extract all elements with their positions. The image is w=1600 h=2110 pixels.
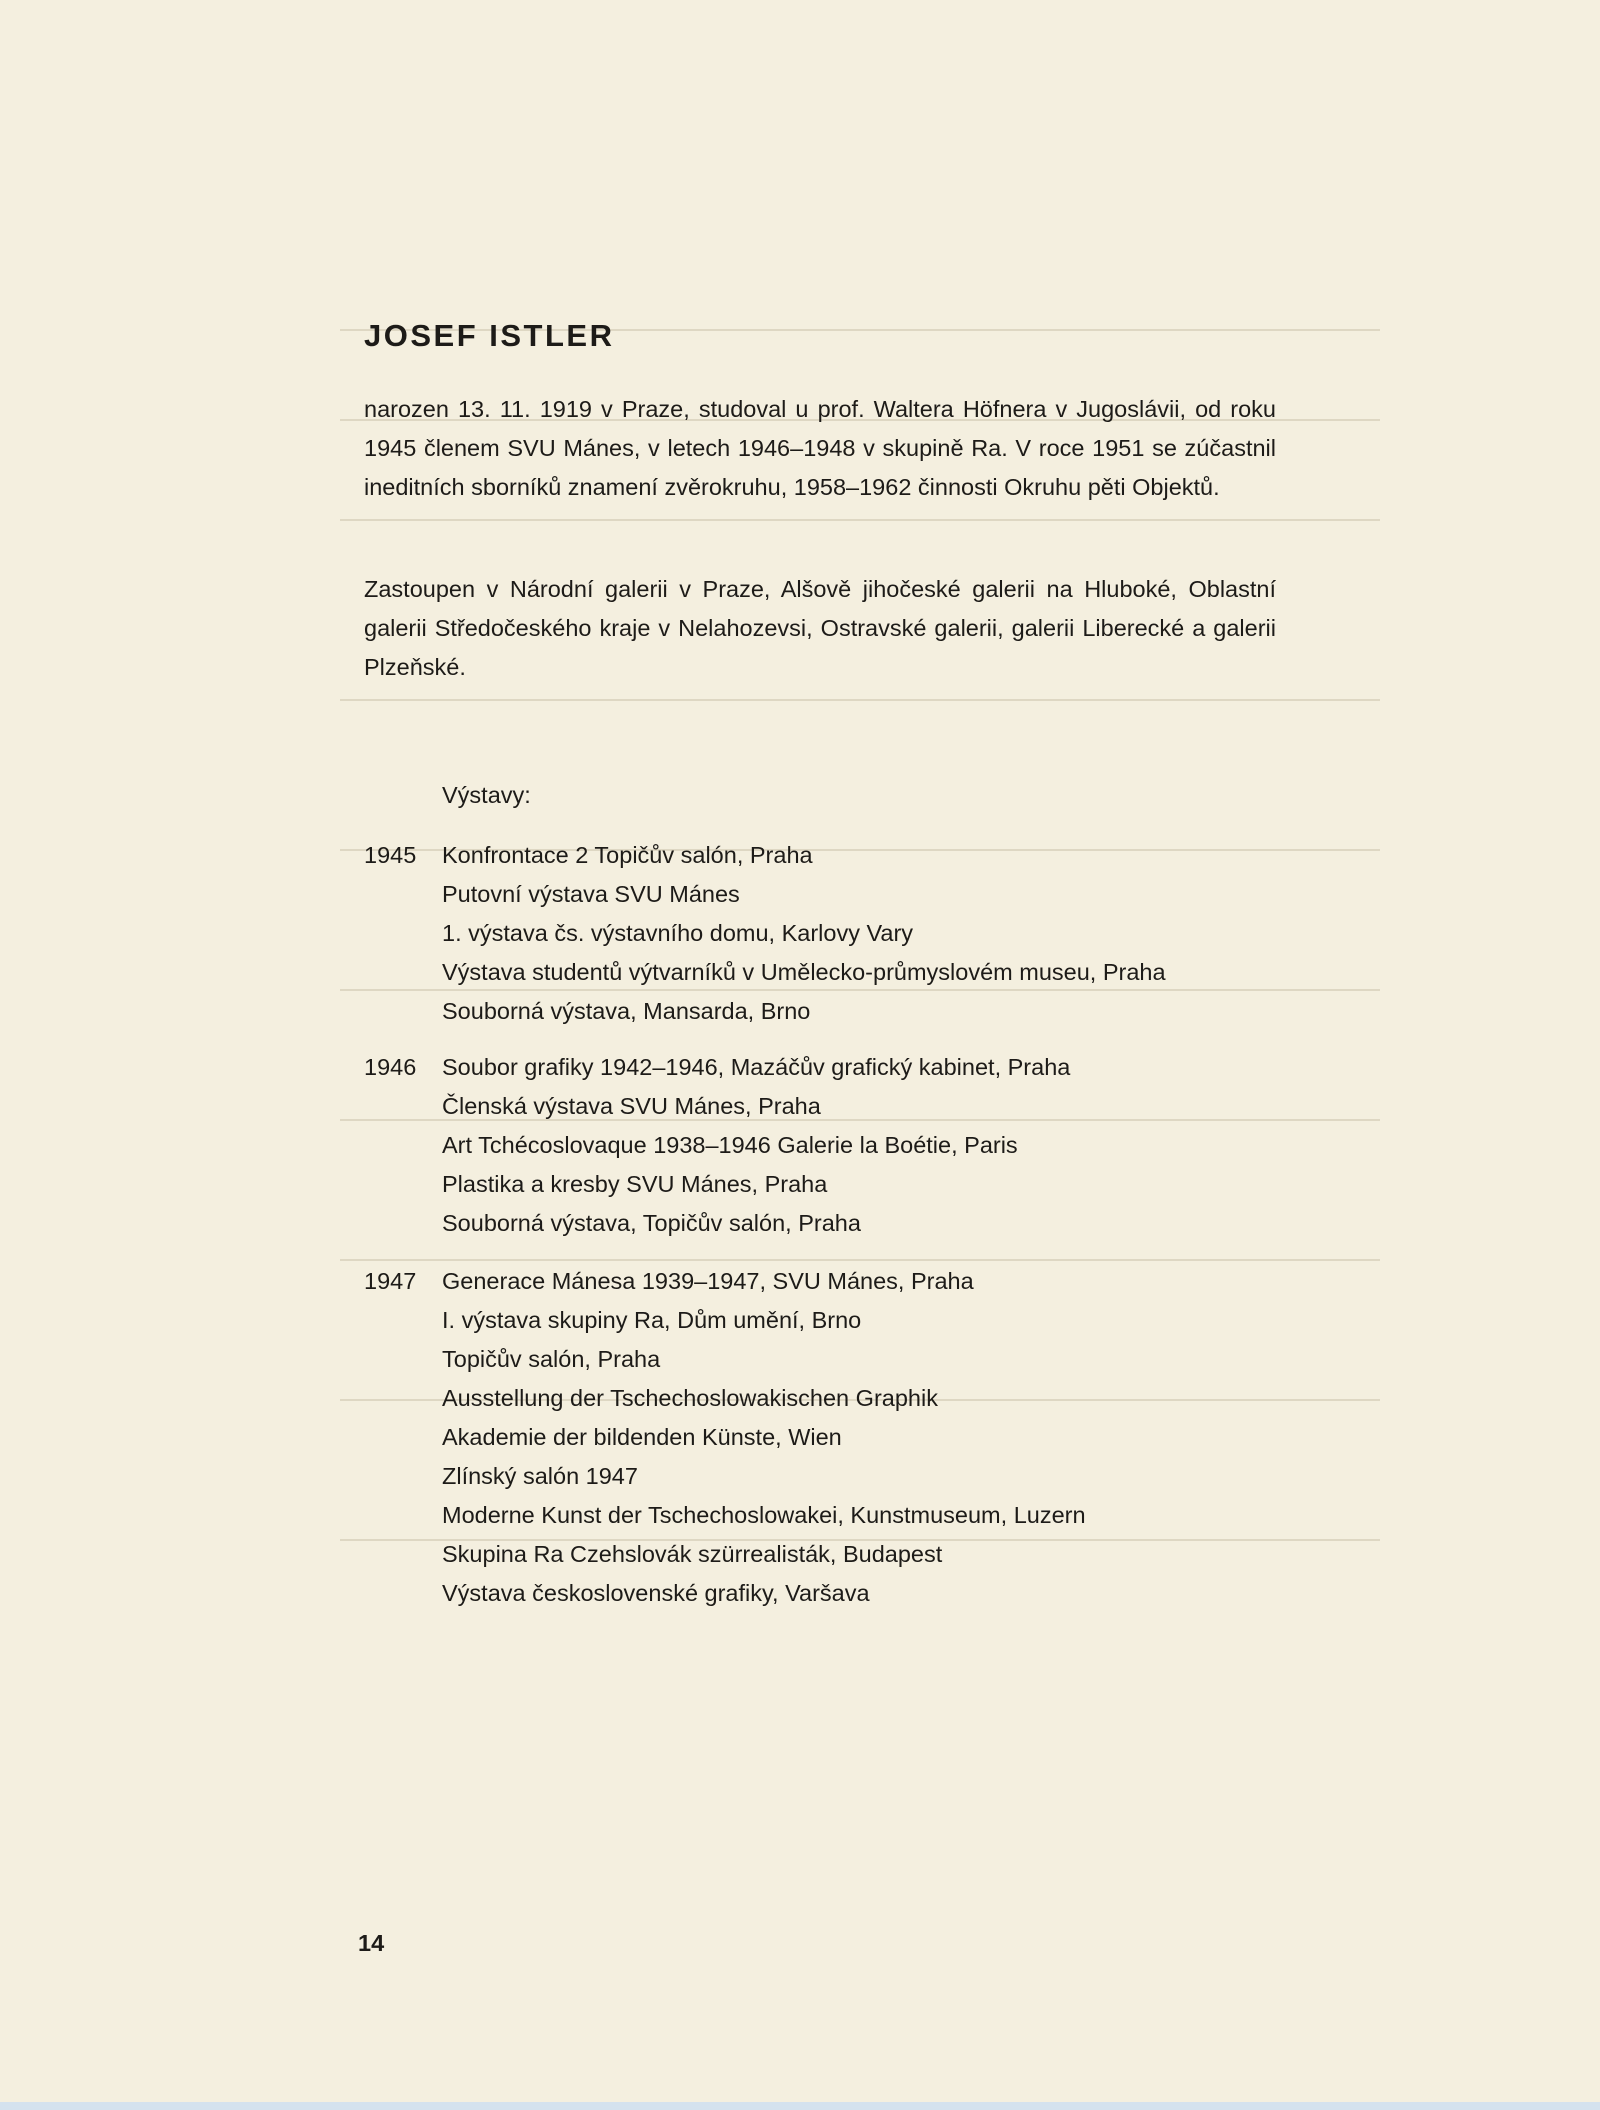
collections-paragraph: Zastoupen v Národní galerii v Praze, Alšově jihočeské galerii na Hluboké, Oblastní galerii Středočeského kraje v Nelahozevsi, Ostravské galerii, galerii Liberecké a galerii Plzeňské.	[364, 576, 1276, 680]
exhibition-entry: Členská výstava SVU Mánes, Praha	[442, 1093, 821, 1119]
exhibition-entry: Akademie der bildenden Künste, Wien	[442, 1424, 842, 1450]
biography-paragraph: narozen 13. 11. 1919 v Praze, studoval u prof. Waltera Höfnera v Jugoslávii, od roku 1945 členem SVU Mánes, v letech 1946–1948 v skupině Ra. V roce 1951 se zúčastnil ineditních sborníků znamení zvěrokruhu, 1958–1962 činnosti Okruhu pěti Objektů.	[364, 396, 1276, 500]
exhibition-entry: Souborná výstava, Mansarda, Brno	[442, 998, 811, 1024]
exhibition-entry: Moderne Kunst der Tschechoslowakei, Kunstmuseum, Luzern	[442, 1502, 1086, 1528]
scan-edge-band	[0, 2102, 1600, 2110]
exhibition-entry: I. výstava skupiny Ra, Dům umění, Brno	[442, 1307, 862, 1333]
exhibition-entry: Výstava československé grafiky, Varšava	[442, 1580, 870, 1606]
exhibitions-heading: Výstavy:	[442, 782, 531, 808]
exhibition-entry: Soubor grafiky 1942–1946, Mazáčův grafický kabinet, Praha	[442, 1054, 1071, 1080]
exhibition-entry: 1. výstava čs. výstavního domu, Karlovy Vary	[442, 920, 914, 946]
exhibition-list	[442, 836, 1166, 1031]
exhibition-list	[442, 1262, 1086, 1613]
exhibition-entry: Konfrontace 2 Topičův salón, Praha	[442, 842, 813, 868]
exhibition-list	[442, 1048, 1070, 1243]
page-number: 14	[358, 1930, 385, 1956]
exhibition-entry: Ausstellung der Tschechoslowakischen Graphik	[442, 1385, 938, 1411]
year-label: 1945	[364, 842, 417, 868]
exhibition-entry: Plastika a kresby SVU Mánes, Praha	[442, 1171, 828, 1197]
exhibition-entry: Topičův salón, Praha	[442, 1346, 661, 1372]
artist-name-heading: JOSEF ISTLER	[364, 318, 615, 353]
exhibition-entry: Generace Mánesa 1939–1947, SVU Mánes, Praha	[442, 1268, 974, 1294]
year-label: 1946	[364, 1054, 417, 1080]
exhibition-entry: Skupina Ra Czehslovák szürrealisták, Budapest	[442, 1541, 943, 1567]
exhibition-entry: Putovní výstava SVU Mánes	[442, 881, 740, 907]
exhibition-entry: Art Tchécoslovaque 1938–1946 Galerie la Boétie, Paris	[442, 1132, 1018, 1158]
exhibition-entry: Zlínský salón 1947	[442, 1463, 638, 1489]
exhibition-entry: Souborná výstava, Topičův salón, Praha	[442, 1210, 861, 1236]
exhibition-entry: Výstava studentů výtvarníků v Umělecko-průmyslovém museu, Praha	[442, 959, 1166, 985]
year-label: 1947	[364, 1268, 417, 1294]
